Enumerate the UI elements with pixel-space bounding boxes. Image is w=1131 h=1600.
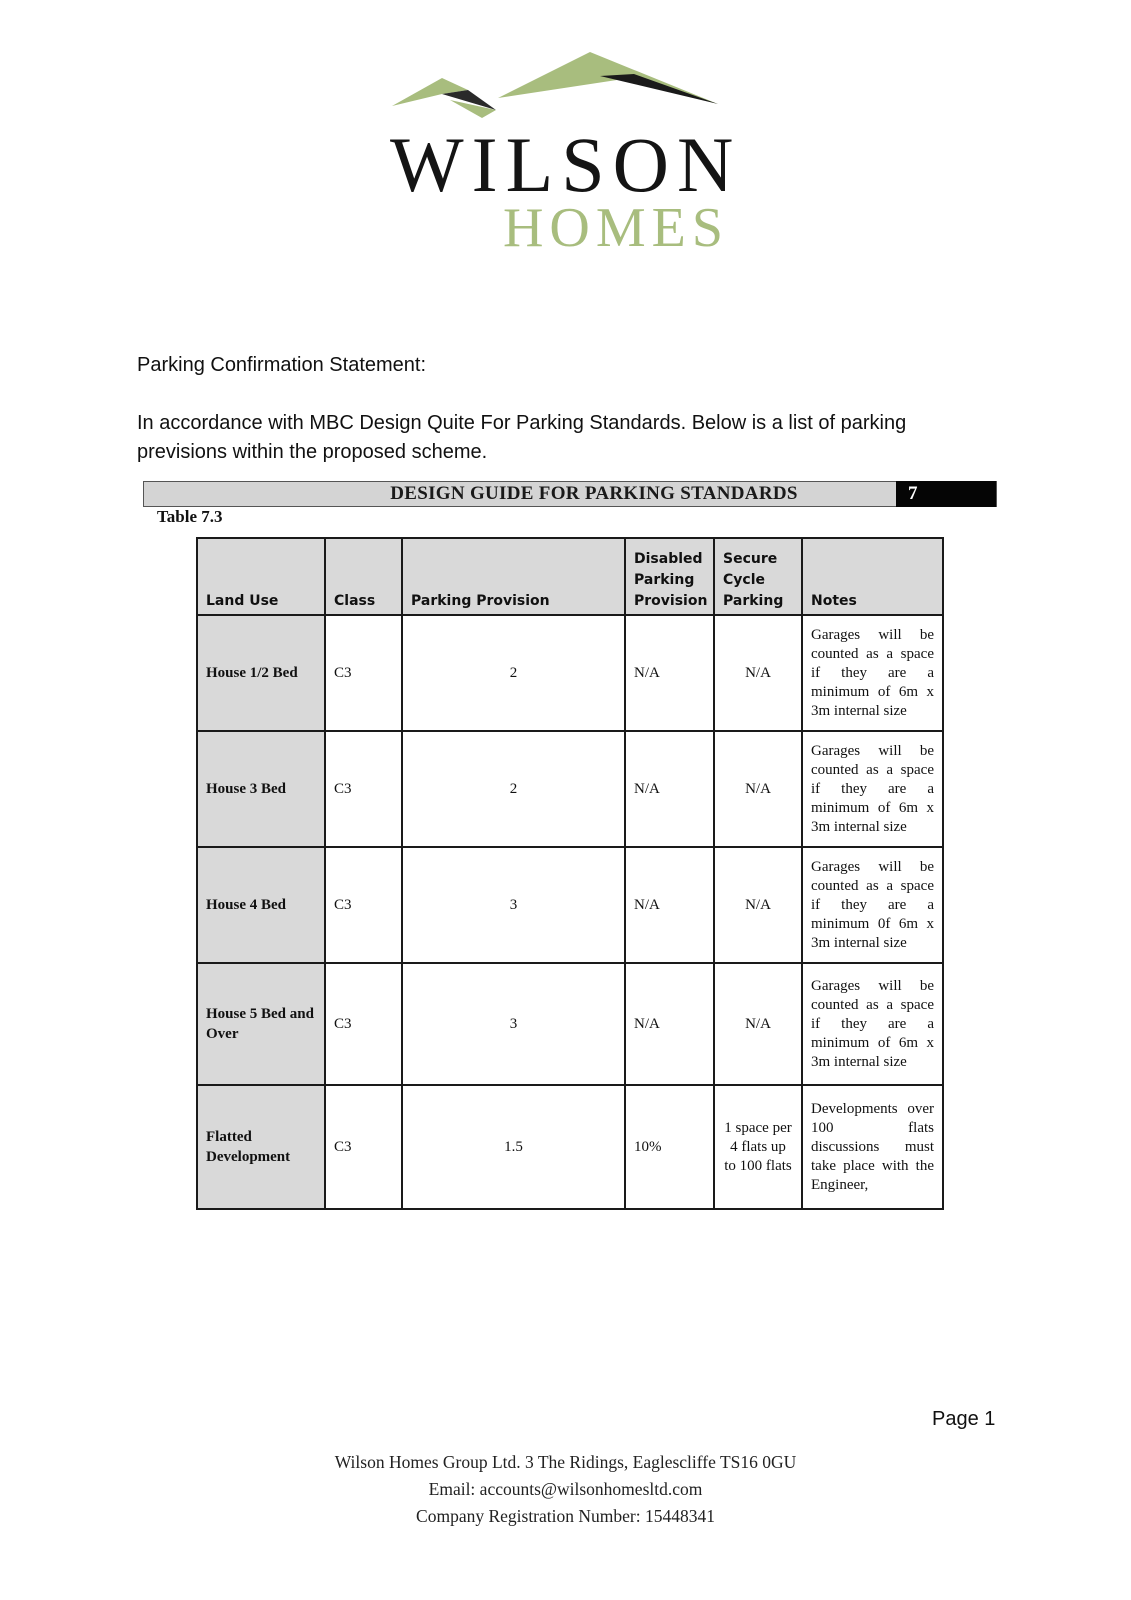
table-row [197, 847, 943, 963]
cell-land-use: House 1/2 Bed [197, 615, 325, 731]
intro-paragraph: In accordance with MBC Design Quite For Parking Standards. Below is a list of parking previsions within the proposed scheme. [137, 412, 907, 463]
cell-land-use: House 4 Bed [197, 847, 325, 963]
table-row [197, 615, 943, 731]
cell-notes: Garages will be counted as a space if they are a minimum of 6m x 3m internal size [802, 963, 943, 1085]
cell-class: C3 [325, 615, 402, 731]
cell-disabled: N/A [625, 615, 714, 731]
header-secure-cycle-parking: Secure Cycle Parking [714, 538, 802, 615]
cell-land-use: Flatted Development [197, 1085, 325, 1209]
page-number: Page 1 [932, 1408, 996, 1430]
cell-cycle: N/A [714, 963, 802, 1085]
cell-cycle: N/A [714, 847, 802, 963]
header-disabled-parking: Disabled Parking Provision [625, 538, 714, 615]
cell-class: C3 [325, 1085, 402, 1209]
cell-disabled: N/A [625, 847, 714, 963]
cell-parking: 1.5 [402, 1085, 625, 1209]
cell-cycle: N/A [714, 731, 802, 847]
header-land-use: Land Use [197, 538, 325, 615]
table-label: Table 7.3 [157, 507, 223, 526]
design-guide-title: DESIGN GUIDE FOR PARKING STANDARDS [390, 483, 798, 504]
cell-cycle: 1 space per 4 flats up to 100 flats [714, 1085, 802, 1209]
cell-parking: 2 [402, 615, 625, 731]
cell-notes: Garages will be counted as a space if they are a minimum of 6m x 3m internal size [802, 615, 943, 731]
table-row [197, 1085, 943, 1209]
cell-notes: Developments over 100 flats discussions must take place with the Engineer, [802, 1085, 943, 1209]
design-guide-chapter-number: 7 [896, 481, 996, 507]
cell-class: C3 [325, 731, 402, 847]
table-row [197, 731, 943, 847]
footer-registration: Company Registration Number: 15448341 [416, 1506, 715, 1526]
cell-parking: 3 [402, 963, 625, 1085]
header-parking-provision: Parking Provision [402, 538, 625, 615]
header-class: Class [325, 538, 402, 615]
statement-heading: Parking Confirmation Statement: [137, 354, 427, 376]
logo-wordmark-wilson: WILSON [390, 121, 742, 208]
table-row [197, 963, 943, 1085]
cell-notes: Garages will be counted as a space if they are a minimum 0f 6m x 3m internal size [802, 847, 943, 963]
cell-class: C3 [325, 847, 402, 963]
cell-class: C3 [325, 963, 402, 1085]
footer [0, 1449, 1131, 1530]
cell-disabled: N/A [625, 731, 714, 847]
parking-standards-table [196, 537, 944, 1210]
company-logo [390, 48, 740, 258]
cell-disabled: N/A [625, 963, 714, 1085]
cell-parking: 3 [402, 847, 625, 963]
cell-parking: 2 [402, 731, 625, 847]
cell-land-use: House 5 Bed and Over [197, 963, 325, 1085]
logo-wordmark-homes: HOMES [502, 197, 730, 259]
header-notes: Notes [802, 538, 943, 615]
footer-address: Wilson Homes Group Ltd. 3 The Ridings, Eaglescliffe TS16 0GU [334, 1452, 797, 1472]
design-guide-banner [143, 481, 997, 507]
cell-notes: Garages will be counted as a space if they are a minimum of 6m x 3m internal size [802, 731, 943, 847]
cell-disabled: 10% [625, 1085, 714, 1209]
cell-land-use: House 3 Bed [197, 731, 325, 847]
footer-email: Email: accounts@wilsonhomesltd.com [428, 1479, 703, 1499]
cell-cycle: N/A [714, 615, 802, 731]
table-header-row [197, 538, 943, 615]
